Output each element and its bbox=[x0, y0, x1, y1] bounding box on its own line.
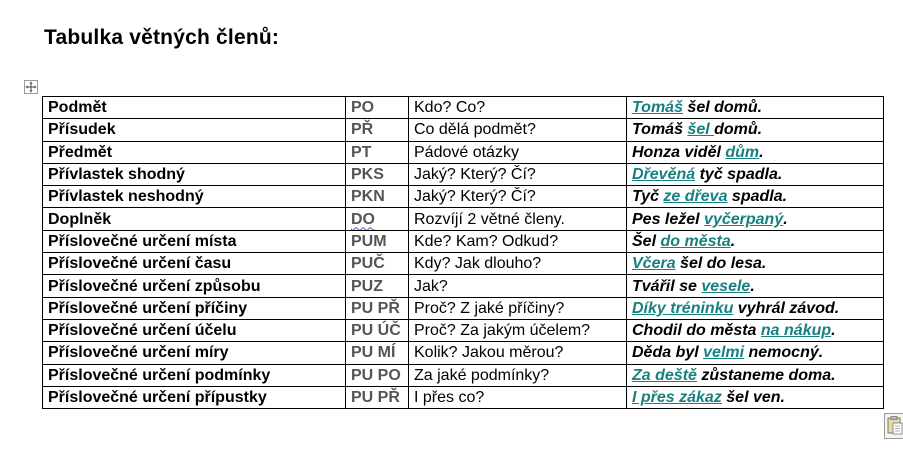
member-abbreviation: DO bbox=[351, 210, 375, 228]
member-abbreviation: PU PŘ bbox=[351, 389, 400, 406]
member-example-cell bbox=[627, 319, 884, 341]
member-name-cell: Předmět bbox=[43, 141, 346, 163]
example-highlight: Dřevěná bbox=[632, 166, 696, 184]
member-question-cell: Jaký? Který? Čí? bbox=[409, 186, 627, 208]
example-highlight: Za deště bbox=[632, 366, 697, 384]
table-row bbox=[43, 141, 884, 163]
member-question-cell: I přes co? bbox=[409, 386, 627, 408]
member-question-cell: Proč? Z jaké příčiny? bbox=[409, 297, 627, 319]
member-name-cell: Příslovečné určení místa bbox=[43, 230, 346, 252]
member-abbreviation: PUM bbox=[351, 232, 387, 250]
example-highlight: dům bbox=[725, 143, 760, 161]
member-abbreviation: PU MÍ bbox=[351, 344, 396, 362]
member-abbreviation: PŘ bbox=[351, 121, 374, 139]
example-text: domů. bbox=[714, 121, 763, 139]
example-text: . bbox=[759, 143, 764, 161]
member-question-cell: Proč? Za jakým účelem? bbox=[409, 319, 627, 341]
member-question-cell: Za jaké podmínky? bbox=[409, 364, 627, 386]
table-row bbox=[43, 386, 884, 408]
member-name-cell: Příslovečné určení příčiny bbox=[43, 297, 346, 319]
member-name-cell: Příslovečné určení času bbox=[43, 253, 346, 275]
member-example-cell bbox=[627, 297, 884, 319]
member-question-cell: Kde? Kam? Odkud? bbox=[409, 230, 627, 252]
member-name-cell: Přívlastek neshodný bbox=[43, 186, 346, 208]
member-abbreviation-cell bbox=[346, 141, 409, 163]
member-example-cell bbox=[627, 230, 884, 252]
example-text: spadla. bbox=[727, 188, 788, 206]
example-text: Pes ležel bbox=[632, 210, 705, 228]
table-row bbox=[43, 297, 884, 319]
example-text: Honza viděl bbox=[632, 143, 726, 161]
example-highlight: Tomáš bbox=[632, 99, 683, 117]
example-text: nemocný. bbox=[744, 344, 824, 362]
member-name-cell: Doplněk bbox=[43, 208, 346, 230]
member-question-cell: Kdy? Jak dlouho? bbox=[409, 253, 627, 275]
member-name-cell: Podmět bbox=[43, 97, 346, 119]
example-text: Chodil do města bbox=[632, 322, 761, 340]
example-text: Tomáš bbox=[632, 121, 688, 139]
member-question-cell: Kdo? Co? bbox=[409, 97, 627, 119]
example-text: . bbox=[750, 277, 755, 295]
member-question-cell: Pádové otázky bbox=[409, 141, 627, 163]
member-example-cell bbox=[627, 342, 884, 364]
example-text: šel do lesa. bbox=[675, 255, 767, 273]
member-abbreviation: PUČ bbox=[351, 255, 385, 273]
member-abbreviation-cell bbox=[346, 97, 409, 119]
member-example-cell bbox=[627, 386, 884, 408]
member-name-cell: Příslovečné určení míry bbox=[43, 342, 346, 364]
example-text: tyč spadla. bbox=[695, 166, 783, 184]
example-text: . bbox=[831, 322, 836, 340]
example-text: Šel bbox=[632, 232, 661, 250]
example-highlight: do města bbox=[660, 232, 731, 250]
example-highlight: velmi bbox=[703, 344, 745, 362]
table-row bbox=[43, 275, 884, 297]
member-name-cell: Příslovečné určení podmínky bbox=[43, 364, 346, 386]
member-question-cell: Kolik? Jakou měrou? bbox=[409, 342, 627, 364]
member-abbreviation: PT bbox=[351, 143, 372, 161]
example-highlight: Včera bbox=[632, 255, 676, 273]
member-abbreviation: PKN bbox=[351, 188, 385, 206]
example-text: Tyč bbox=[632, 188, 664, 206]
member-abbreviation: PU PŘ bbox=[351, 299, 400, 317]
member-example-cell bbox=[627, 253, 884, 275]
example-text: Tvářil se bbox=[632, 277, 702, 295]
member-abbreviation: PKS bbox=[351, 166, 384, 184]
member-abbreviation-cell bbox=[346, 364, 409, 386]
table-row bbox=[43, 230, 884, 252]
member-name-cell: Příslovečné určení způsobu bbox=[43, 275, 346, 297]
member-question-cell: Jak? bbox=[409, 275, 627, 297]
member-abbreviation-cell bbox=[346, 275, 409, 297]
member-name-cell: Přívlastek shodný bbox=[43, 163, 346, 185]
table-row bbox=[43, 163, 884, 185]
table-row bbox=[43, 208, 884, 230]
member-example-cell bbox=[627, 186, 884, 208]
member-example-cell bbox=[627, 97, 884, 119]
member-abbreviation-cell bbox=[346, 253, 409, 275]
member-abbreviation-cell bbox=[346, 342, 409, 364]
example-text: . bbox=[783, 210, 788, 228]
member-abbreviation-cell bbox=[346, 319, 409, 341]
table-row bbox=[43, 97, 884, 119]
example-text: zůstaneme doma. bbox=[696, 366, 836, 384]
example-text: šel ven. bbox=[721, 389, 785, 406]
example-highlight: vesele bbox=[701, 277, 751, 295]
member-question-cell: Rozvíjí 2 větné členy. bbox=[409, 208, 627, 230]
table-row bbox=[43, 186, 884, 208]
table-row bbox=[43, 253, 884, 275]
member-name-cell: Příslovečné určení přípustky bbox=[43, 386, 346, 408]
member-name-cell: Příslovečné určení účelu bbox=[43, 319, 346, 341]
member-abbreviation-cell bbox=[346, 119, 409, 141]
example-highlight: ze dřeva bbox=[663, 188, 728, 206]
member-example-cell bbox=[627, 275, 884, 297]
member-abbreviation: PUZ bbox=[351, 277, 383, 295]
example-text: vyhrál závod. bbox=[733, 299, 840, 317]
member-question-cell: Co dělá podmět? bbox=[409, 119, 627, 141]
table-row bbox=[43, 319, 884, 341]
member-abbreviation: PU ÚČ bbox=[351, 322, 401, 340]
table-row bbox=[43, 342, 884, 364]
member-abbreviation: PU PO bbox=[351, 366, 401, 384]
member-question-cell: Jaký? Který? Čí? bbox=[409, 163, 627, 185]
member-abbreviation-cell bbox=[346, 230, 409, 252]
member-abbreviation-cell bbox=[346, 297, 409, 319]
member-name-cell: Přísudek bbox=[43, 119, 346, 141]
example-text: Děda byl bbox=[632, 344, 704, 362]
example-highlight: I přes zákaz bbox=[632, 389, 722, 406]
member-abbreviation-cell bbox=[346, 208, 409, 230]
example-highlight: Díky tréninku bbox=[632, 299, 734, 317]
example-text: šel domů. bbox=[682, 99, 763, 117]
table-row bbox=[43, 119, 884, 141]
member-example-cell bbox=[627, 208, 884, 230]
member-abbreviation-cell bbox=[346, 163, 409, 185]
page-title: Tabulka větných členů: bbox=[44, 26, 280, 49]
example-highlight: vyčerpaný bbox=[704, 210, 784, 228]
example-text: . bbox=[730, 232, 736, 250]
member-example-cell bbox=[627, 141, 884, 163]
paste-options-icon[interactable] bbox=[884, 413, 903, 439]
example-highlight: na nákup bbox=[760, 322, 832, 340]
member-abbreviation: PO bbox=[351, 99, 375, 117]
member-abbreviation-cell bbox=[346, 386, 409, 408]
table-move-handle-icon[interactable] bbox=[24, 80, 38, 94]
table-row bbox=[43, 364, 884, 386]
sentence-members-table bbox=[42, 96, 884, 409]
member-example-cell bbox=[627, 364, 884, 386]
member-example-cell bbox=[627, 163, 884, 185]
member-abbreviation-cell bbox=[346, 186, 409, 208]
example-highlight: šel bbox=[687, 121, 715, 139]
member-example-cell bbox=[627, 119, 884, 141]
